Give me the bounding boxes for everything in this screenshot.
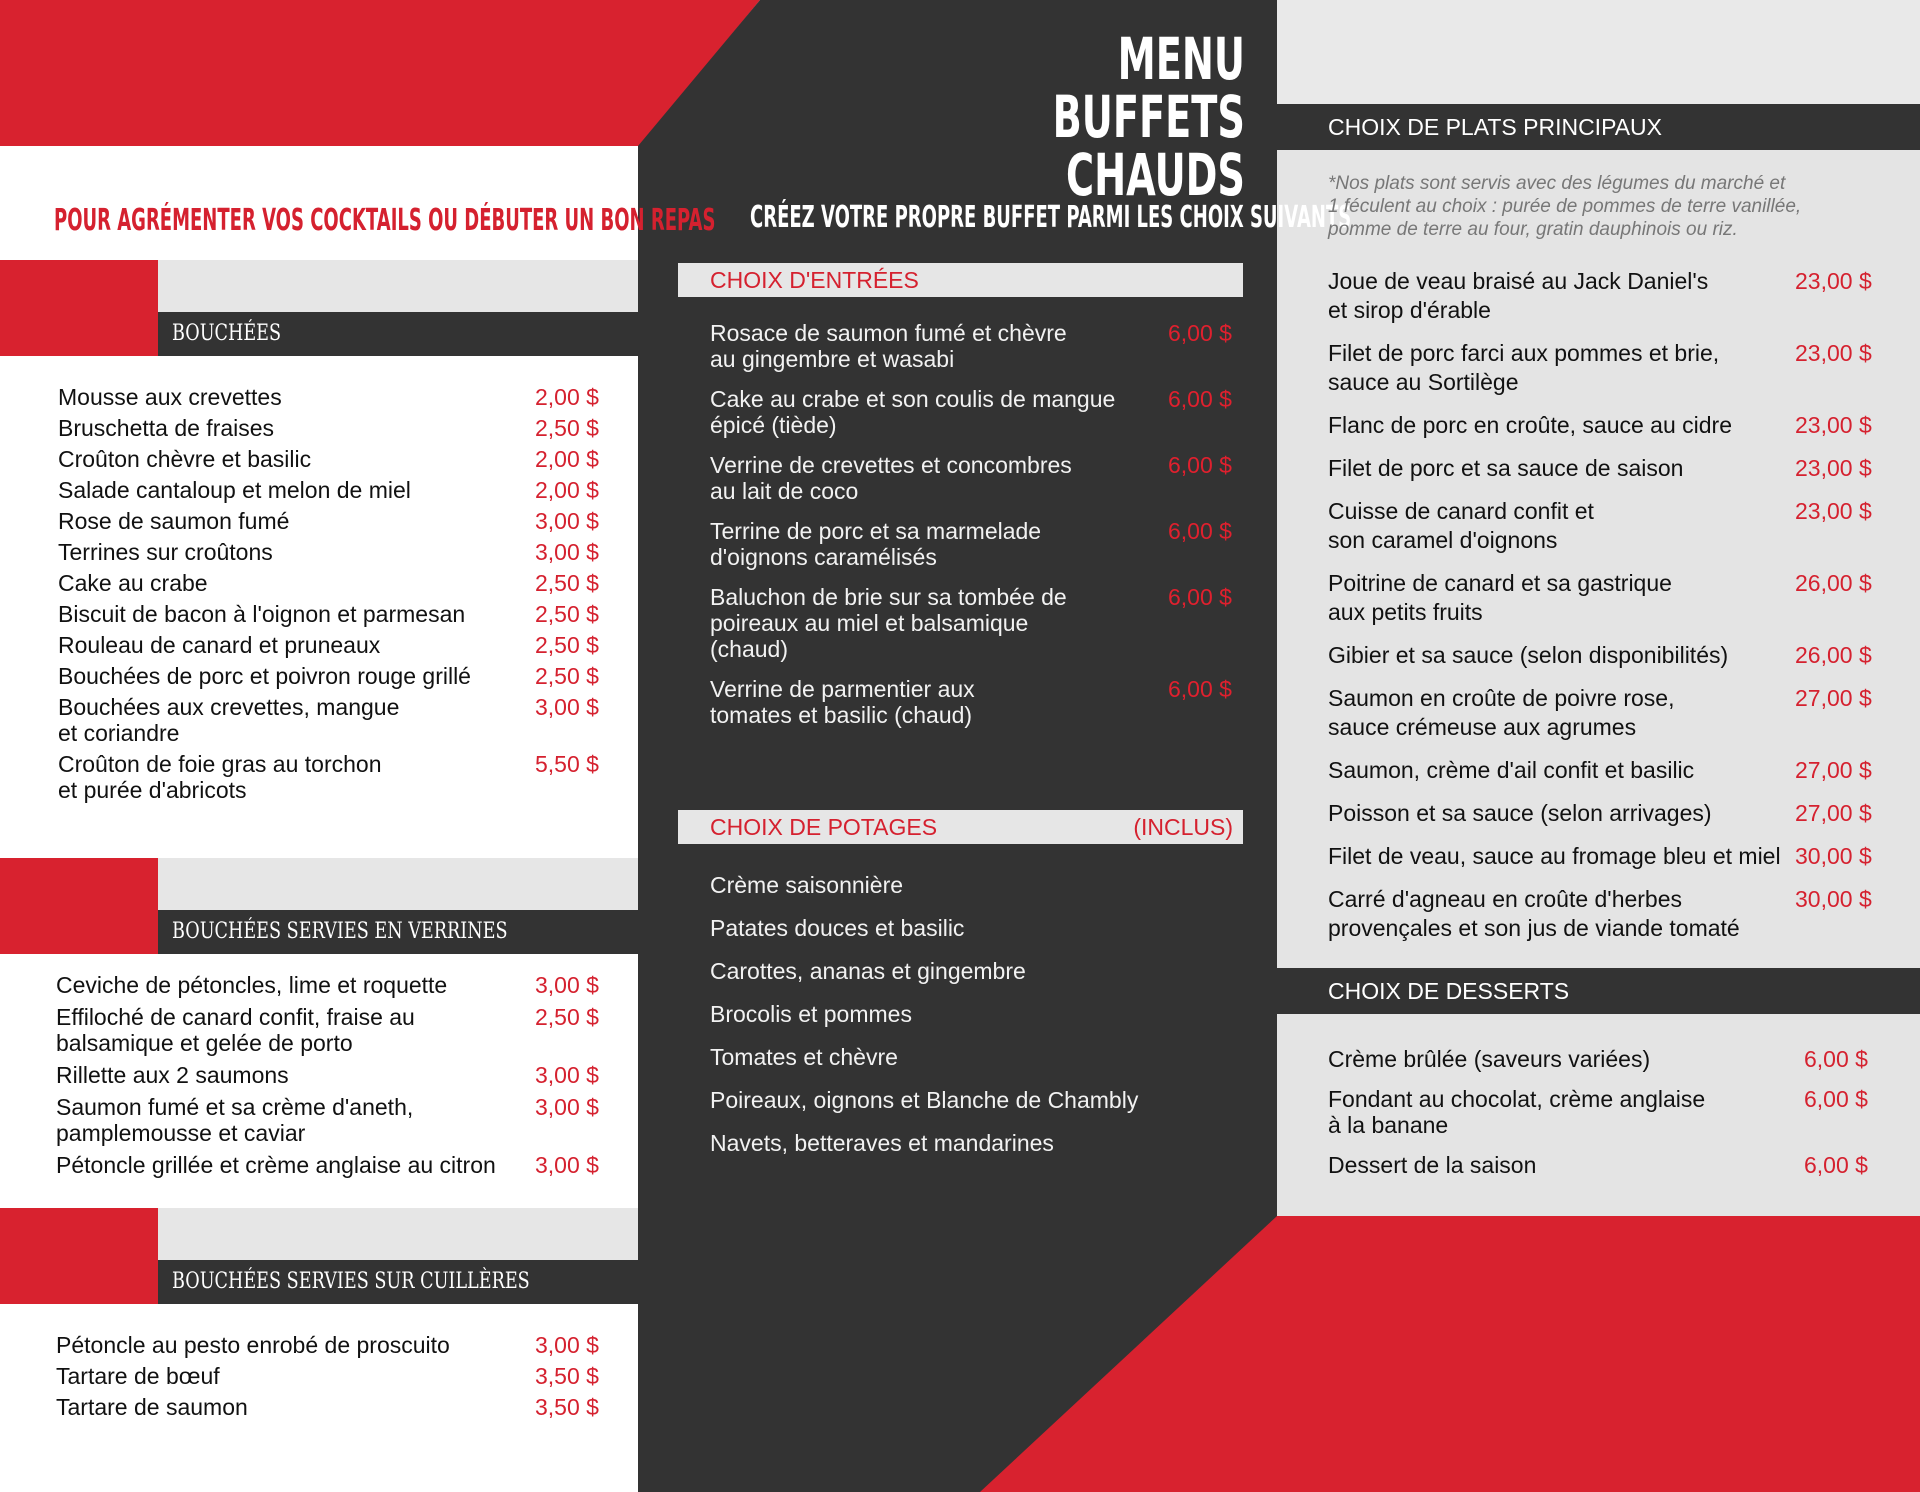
menu-item-name: Bouchées aux crevettes, mangue et coriandre <box>58 694 400 746</box>
menu-item-name: Pétoncle au pesto enrobé de proscuito <box>56 1332 450 1358</box>
left-red-tab-2 <box>0 858 158 954</box>
potage-item-name: Crème saisonnière <box>710 872 904 898</box>
menu-item-name: Croûton de foie gras au torchon et purée d'abricots <box>58 751 382 803</box>
plat-item-price: 23,00 $ <box>1795 498 1872 524</box>
menu-item-price: 2,00 $ <box>535 384 599 410</box>
menu-item-price: 3,00 $ <box>535 508 599 534</box>
menu-item-name: Rouleau de canard et pruneaux <box>58 632 381 658</box>
entree-item-price: 6,00 $ <box>1168 518 1232 544</box>
plat-item-name: Filet de porc farci aux pommes et brie, sauce au Sortilège <box>1328 340 1720 395</box>
menu-item-name: Rose de saumon fumé <box>58 508 290 534</box>
plat-item-name: Filet de veau, sauce au fromage bleu et miel <box>1328 843 1781 869</box>
middle-tagline: CRÉEZ VOTRE PROPRE BUFFET PARMI LES CHOIX SUIVANTS <box>750 200 1352 235</box>
menu-item-name: Mousse aux crevettes <box>58 384 282 410</box>
plats-label: CHOIX DE PLATS PRINCIPAUX <box>1328 114 1662 140</box>
menu-item-name: Pétoncle grillée et crème anglaise au citron <box>56 1152 496 1178</box>
plat-item-price: 26,00 $ <box>1795 642 1872 668</box>
potage-item-name: Brocolis et pommes <box>710 1001 912 1027</box>
menu-item-name: Terrines sur croûtons <box>58 539 273 565</box>
menu-item-price: 3,00 $ <box>535 972 599 998</box>
menu-item-name: Bouchées de porc et poivron rouge grillé <box>58 663 471 689</box>
entrees-header <box>678 263 1243 297</box>
plat-item-price: 23,00 $ <box>1795 455 1872 481</box>
plat-item-name: Joue de veau braisé au Jack Daniel's et sirop d'érable <box>1328 268 1709 323</box>
menu-item-price: 2,00 $ <box>535 446 599 472</box>
dessert-item-price: 6,00 $ <box>1804 1086 1868 1112</box>
plat-item-price: 27,00 $ <box>1795 685 1872 711</box>
menu-item-price: 3,00 $ <box>535 1152 599 1178</box>
menu-item-price: 3,00 $ <box>535 1094 599 1120</box>
dessert-item-name: Crème brûlée (saveurs variées) <box>1328 1046 1651 1072</box>
entree-item-price: 6,00 $ <box>1168 676 1232 702</box>
plat-item-name: Gibier et sa sauce (selon disponibilités) <box>1328 642 1729 668</box>
plat-item-name: Cuisse de canard confit et son caramel d'oignons <box>1328 498 1594 553</box>
potage-item-name: Patates douces et basilic <box>710 915 965 941</box>
plat-item-name: Saumon, crème d'ail confit et basilic <box>1328 757 1695 783</box>
section-label-bouchees: BOUCHÉES <box>172 321 282 346</box>
menu-item-name: Tartare de saumon <box>56 1394 248 1420</box>
menu-item-name: Effiloché de canard confit, fraise au balsamique et gelée de porto <box>56 1004 415 1056</box>
dessert-item-name: Dessert de la saison <box>1328 1152 1537 1178</box>
potages-label: CHOIX DE POTAGES <box>710 814 938 840</box>
plats-header <box>1277 104 1920 150</box>
dessert-item-price: 6,00 $ <box>1804 1046 1868 1072</box>
plat-item-name: Saumon en croûte de poivre rose, sauce crémeuse aux agrumes <box>1328 685 1675 740</box>
potage-item-name: Poireaux, oignons et Blanche de Chambly <box>710 1087 1139 1113</box>
plat-item-name: Poisson et sa sauce (selon arrivages) <box>1328 800 1712 826</box>
menu-item-name: Bruschetta de fraises <box>58 415 275 441</box>
dessert-item-price: 6,00 $ <box>1804 1152 1868 1178</box>
entree-item-name: Verrine de crevettes et concombres au lait de coco <box>710 452 1072 504</box>
entree-item-name: Cake au crabe et son coulis de mangue épicé (tiède) <box>710 386 1116 438</box>
plat-item-name: Filet de porc et sa sauce de saison <box>1328 455 1684 481</box>
left-tagline: POUR AGRÉMENTER VOS COCKTAILS OU DÉBUTER UN BON REPAS <box>54 203 716 238</box>
plat-item-price: 23,00 $ <box>1795 412 1872 438</box>
left-gray-bar-3 <box>158 1208 638 1260</box>
entree-item-price: 6,00 $ <box>1168 386 1232 412</box>
menu-item-price: 2,50 $ <box>535 601 599 627</box>
plat-item-price: 26,00 $ <box>1795 570 1872 596</box>
left-gray-bar-2 <box>158 858 638 910</box>
menu-item-price: 3,50 $ <box>535 1363 599 1389</box>
plat-item-name: Poitrine de canard et sa gastrique aux petits fruits <box>1328 570 1672 625</box>
potage-item-name: Tomates et chèvre <box>710 1044 898 1070</box>
menu-item-price: 3,00 $ <box>535 1332 599 1358</box>
menu-item-name: Biscuit de bacon à l'oignon et parmesan <box>58 601 466 627</box>
menu-item-price: 3,50 $ <box>535 1394 599 1420</box>
menu-item-name: Saumon fumé et sa crème d'aneth, pamplemousse et caviar <box>56 1094 414 1146</box>
menu-item-name: Croûton chèvre et basilic <box>58 446 312 472</box>
potage-item-name: Navets, betteraves et mandarines <box>710 1130 1054 1156</box>
menu-item-price: 2,50 $ <box>535 570 599 596</box>
entree-item-name: Baluchon de brie sur sa tombée de poireaux au miel et balsamique (chaud) <box>710 584 1067 662</box>
plat-item-price: 30,00 $ <box>1795 843 1872 869</box>
desserts-label: CHOIX DE DESSERTS <box>1328 978 1570 1004</box>
menu-item-price: 2,50 $ <box>535 663 599 689</box>
menu-item-price: 2,50 $ <box>535 1004 599 1030</box>
menu-item-price: 2,50 $ <box>535 415 599 441</box>
section-label-cuilleres: BOUCHÉES SERVIES SUR CUILLÈRES <box>172 1269 530 1294</box>
menu-item-price: 5,50 $ <box>535 751 599 777</box>
potages-included: (INCLUS) <box>1133 814 1233 840</box>
left-red-tab-3 <box>0 1208 158 1304</box>
right-top-block <box>1277 0 1920 104</box>
left-red-tab-1 <box>0 260 158 356</box>
menu-item-name: Salade cantaloup et melon de miel <box>58 477 411 503</box>
plat-item-price: 27,00 $ <box>1795 800 1872 826</box>
page-title: MENU BUFFETS CHAUDS <box>1052 25 1245 209</box>
entrees-label: CHOIX D'ENTRÉES <box>710 267 919 293</box>
entree-item-name: Verrine de parmentier aux tomates et basilic (chaud) <box>710 676 975 728</box>
menu-item-price: 3,00 $ <box>535 694 599 720</box>
plat-item-price: 23,00 $ <box>1795 340 1872 366</box>
plat-item-name: Carré d'agneau en croûte d'herbes provençales et son jus de viande tomaté <box>1328 886 1740 941</box>
dessert-item-name: Fondant au chocolat, crème anglaise à la banane <box>1328 1086 1706 1138</box>
entree-item-price: 6,00 $ <box>1168 452 1232 478</box>
left-gray-bar-1 <box>158 260 638 312</box>
menu-item-price: 3,00 $ <box>535 539 599 565</box>
menu-item-price: 3,00 $ <box>535 1062 599 1088</box>
section-label-verrines: BOUCHÉES SERVIES EN VERRINES <box>172 919 508 944</box>
menu-item-price: 2,50 $ <box>535 632 599 658</box>
entree-item-name: Terrine de porc et sa marmelade d'oignons caramélisés <box>710 518 1042 570</box>
entree-item-price: 6,00 $ <box>1168 584 1232 610</box>
menu-item-name: Ceviche de pétoncles, lime et roquette <box>56 972 448 998</box>
menu-item-name: Tartare de bœuf <box>56 1363 220 1389</box>
menu-item-name: Cake au crabe <box>58 570 208 596</box>
potage-item-name: Carottes, ananas et gingembre <box>710 958 1026 984</box>
potages-header <box>678 810 1243 844</box>
plat-item-price: 27,00 $ <box>1795 757 1872 783</box>
entree-item-name: Rosace de saumon fumé et chèvre au gingembre et wasabi <box>710 320 1067 372</box>
top-red-banner <box>0 0 760 146</box>
menu-item-price: 2,00 $ <box>535 477 599 503</box>
menu-item-name: Rillette aux 2 saumons <box>56 1062 289 1088</box>
plat-item-price: 23,00 $ <box>1795 268 1872 294</box>
plat-item-price: 30,00 $ <box>1795 886 1872 912</box>
plats-note: *Nos plats sont servis avec des légumes du marché et 1 féculent au choix : purée de pommes de terre vanillée, pomme de terre au four, gratin dauphinois ou riz. <box>1328 173 1802 240</box>
plat-item-name: Flanc de porc en croûte, sauce au cidre <box>1328 412 1733 438</box>
desserts-header <box>1277 968 1920 1014</box>
entree-item-price: 6,00 $ <box>1168 320 1232 346</box>
